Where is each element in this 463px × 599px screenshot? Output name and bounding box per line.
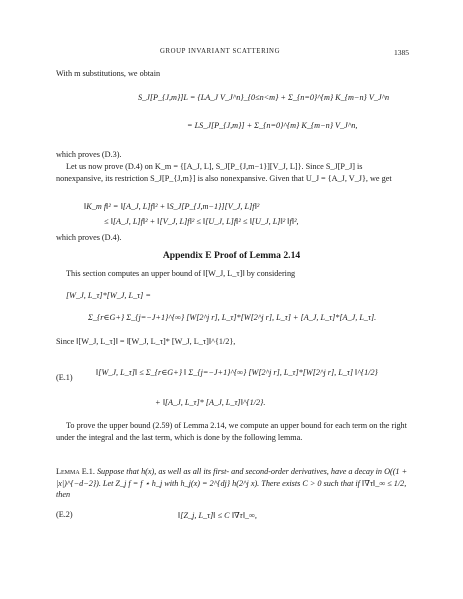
equation-e1-line2	[155, 397, 265, 408]
section-heading: Appendix E Proof of Lemma 2.14	[162, 250, 301, 261]
equation-commutator-line1-text: [W_J, L_τ]*[W_J, L_τ] =	[66, 291, 151, 300]
intro-line: With m substitutions, we obtain	[56, 69, 161, 78]
equation-e1-label: (E.1)	[56, 373, 73, 382]
proves-d4-text	[56, 232, 410, 244]
equation-commutator-line2-text: Σ_{r∈G+} Σ_{j=−J+1}^{∞} [W[2^j r], L_τ]*[W[2^j r], L_τ] + [A_J, L_τ]*[A_J, L_τ].	[88, 313, 377, 322]
intro-text	[56, 68, 410, 80]
equation-d3-line1-text: S_J[P_{J,m}]L = {LA_J V_J^n}_{0≤n<m} + Σ_{n=0}^{m} K_{m−n} V_J^n	[138, 93, 390, 102]
proves-d4-line: which proves (D.4).	[56, 233, 122, 242]
since-text	[56, 336, 410, 348]
equation-commutator-line2	[88, 312, 376, 323]
equation-e2	[178, 510, 257, 521]
section-intro: This section computes an upper bound of ‖[W_J, L_τ]‖ by considering	[66, 269, 296, 278]
equation-d4-line1-text: ‖K_m f‖² = ‖[A_J, L]f‖² + ‖S_J[P_{J,m−1}][V_J, L]f‖²	[84, 202, 260, 211]
equation-d3-line2	[187, 120, 357, 131]
equation-e2-text: ‖[Z_j, L_τ]‖ ≤ C ‖∇τ‖_∞,	[178, 511, 257, 520]
equation-e2-label: (E.2)	[56, 510, 73, 519]
running-title: GROUP INVARIANT SCATTERING	[160, 48, 281, 55]
equation-e1-line2-text: + ‖[A_J, L_τ]* [A_J, L_τ]‖^{1/2}.	[155, 398, 266, 407]
paragraph-upper-bound: To prove the upper bound (2.59) of Lemma 2.14, we compute an upper bound for each term on the right under the integral and the last term, which is done by the following lemma.	[56, 421, 407, 442]
page-number: 1385	[394, 48, 409, 57]
equation-d4-line2	[104, 216, 299, 227]
equation-d3-line2-text: = LS_J[P_{J,m}] + Σ_{n=0}^{m} K_{m−n} V_J^n,	[187, 121, 358, 130]
equation-d4-line2-text: ≤ ‖[A_J, L]f‖² + ‖[V_J, L]f‖² ≤ ‖[U_J, L]f‖² ≤ ‖[U_J, L]‖² ‖f‖²,	[104, 217, 299, 226]
lemma-e1	[56, 466, 410, 501]
equation-e1-line1-text: ‖[W_J, L_τ]‖ ≤ Σ_{r∈G+} ‖ Σ_{j=−J+1}^{∞} [W[2^j r], L_τ]*[W[2^j r], L_τ] ‖^{1/2}	[96, 368, 378, 377]
proves-d3-text	[56, 149, 410, 161]
proves-d3-line: which proves (D.3).	[56, 150, 122, 159]
lemma-label: Lemma E.1.	[56, 467, 95, 476]
paragraph-d4: Let us now prove (D.4) on K_m = {[A_J, L], S_J[P_{J,m−1}][V_J, L]}. Since S_J[P_J] is nonexpansive, its restriction S_J[P_{J,m}] is also nonexpansive. Given that U_J = {A_J, V_J}, we get	[56, 162, 392, 183]
equation-d3-line1	[138, 92, 389, 103]
equation-commutator-line1	[66, 290, 151, 301]
lemma-statement: Suppose that h(x), as well as all its first- and second-order derivatives, have a decay in O((1 + |x|)^{−d−2}). Let Z_j f = f ⋆ h_j with h_j(x) = 2^{dj} h(2^j x). There exists C > 0 such that if ‖∇τ‖_∞ ≤ 1/2, then	[56, 467, 408, 499]
since-line: Since ‖[W_J, L_τ]‖ = ‖[W_J, L_τ]* [W_J, L_τ]‖^{1/2},	[56, 337, 236, 346]
equation-d4-line1	[84, 201, 259, 212]
equation-e1-line1	[96, 367, 378, 378]
